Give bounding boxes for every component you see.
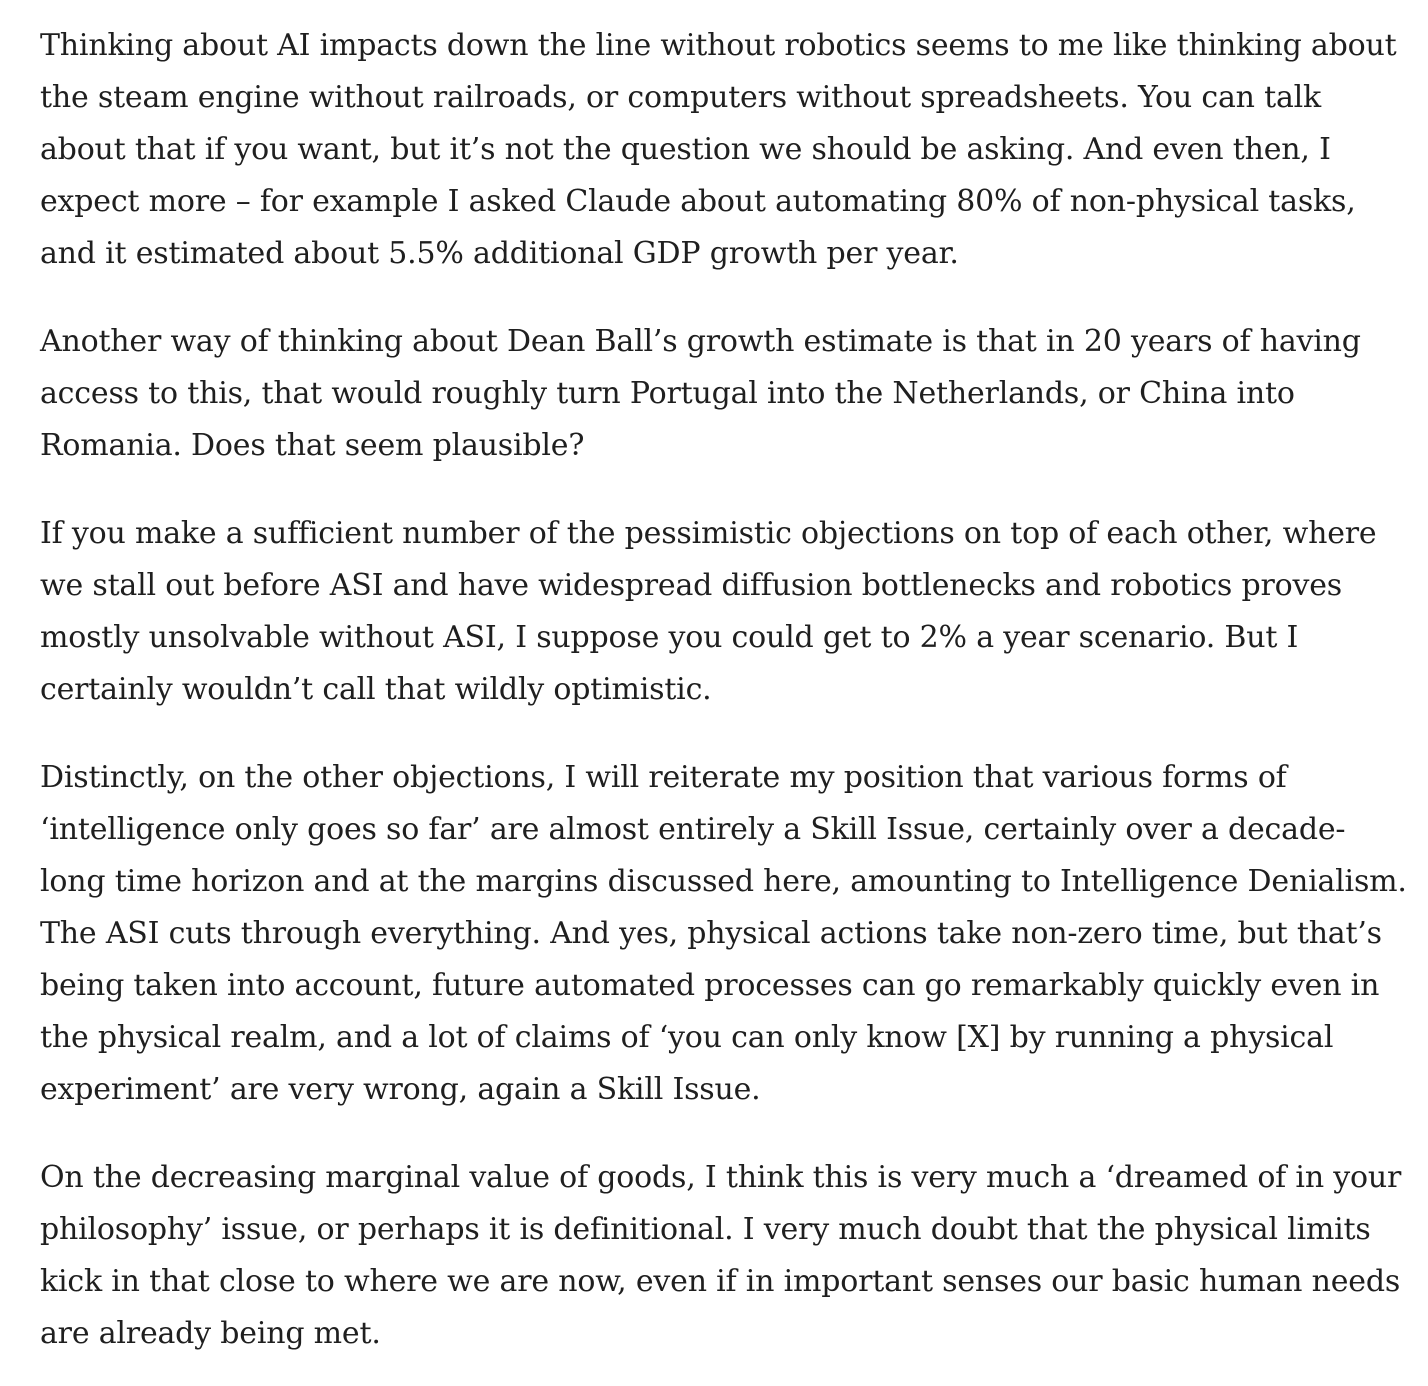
paragraph-marginal-value: On the decreasing marginal value of goods, I think this is very much a ‘dreamed of in your philosophy’ issue, or perhaps it is definitional. I very much doubt that the physical limits kick in that close to where we are now, even if in important senses our basic human needs are already being met. xyxy=(40,1160,1402,1351)
paragraph-pessimistic-objections: If you make a sufficient number of the pessimistic objections on top of each other, where we stall out before ASI and have widespread diffusion bottlenecks and robotics proves mostly unsolvable without ASI, I suppose you could get to 2% a year scenario. But I certainly wouldn’t call that wildly optimistic. xyxy=(40,516,1377,707)
paragraph-growth-estimate: Another way of thinking about Dean Ball’s growth estimate is that in 20 years of having access to this, that would roughly turn Portugal into the Netherlands, or China into Romania. Does that seem plausible? xyxy=(40,324,1361,463)
paragraph-intelligence-denialism: Distinctly, on the other objections, I will reiterate my position that various forms of ‘intelligence only goes so far’ are almost entirely a Skill Issue, certainly over a decade-long time horizon and at the margins discussed here, amounting to Intelligence Denialism. The ASI cuts through everything. And yes, physical actions take non-zero time, but that’s being taken into account, future automated processes can go remarkably quickly even in the physical realm, and a lot of claims of ‘you can only know [X] by running a physical experiment’ are very wrong, again a Skill Issue. xyxy=(40,760,1407,1107)
paragraph-robotics: Thinking about AI impacts down the line without robotics seems to me like thinking about the steam engine without railroads, or computers without spreadsheets. You can talk about that if you want, but it’s not the question we should be asking. And even then, I expect more – for example I asked Claude about automating 80% of non-physical tasks, and it estimated about 5.5% additional GDP growth per year. xyxy=(40,28,1397,271)
